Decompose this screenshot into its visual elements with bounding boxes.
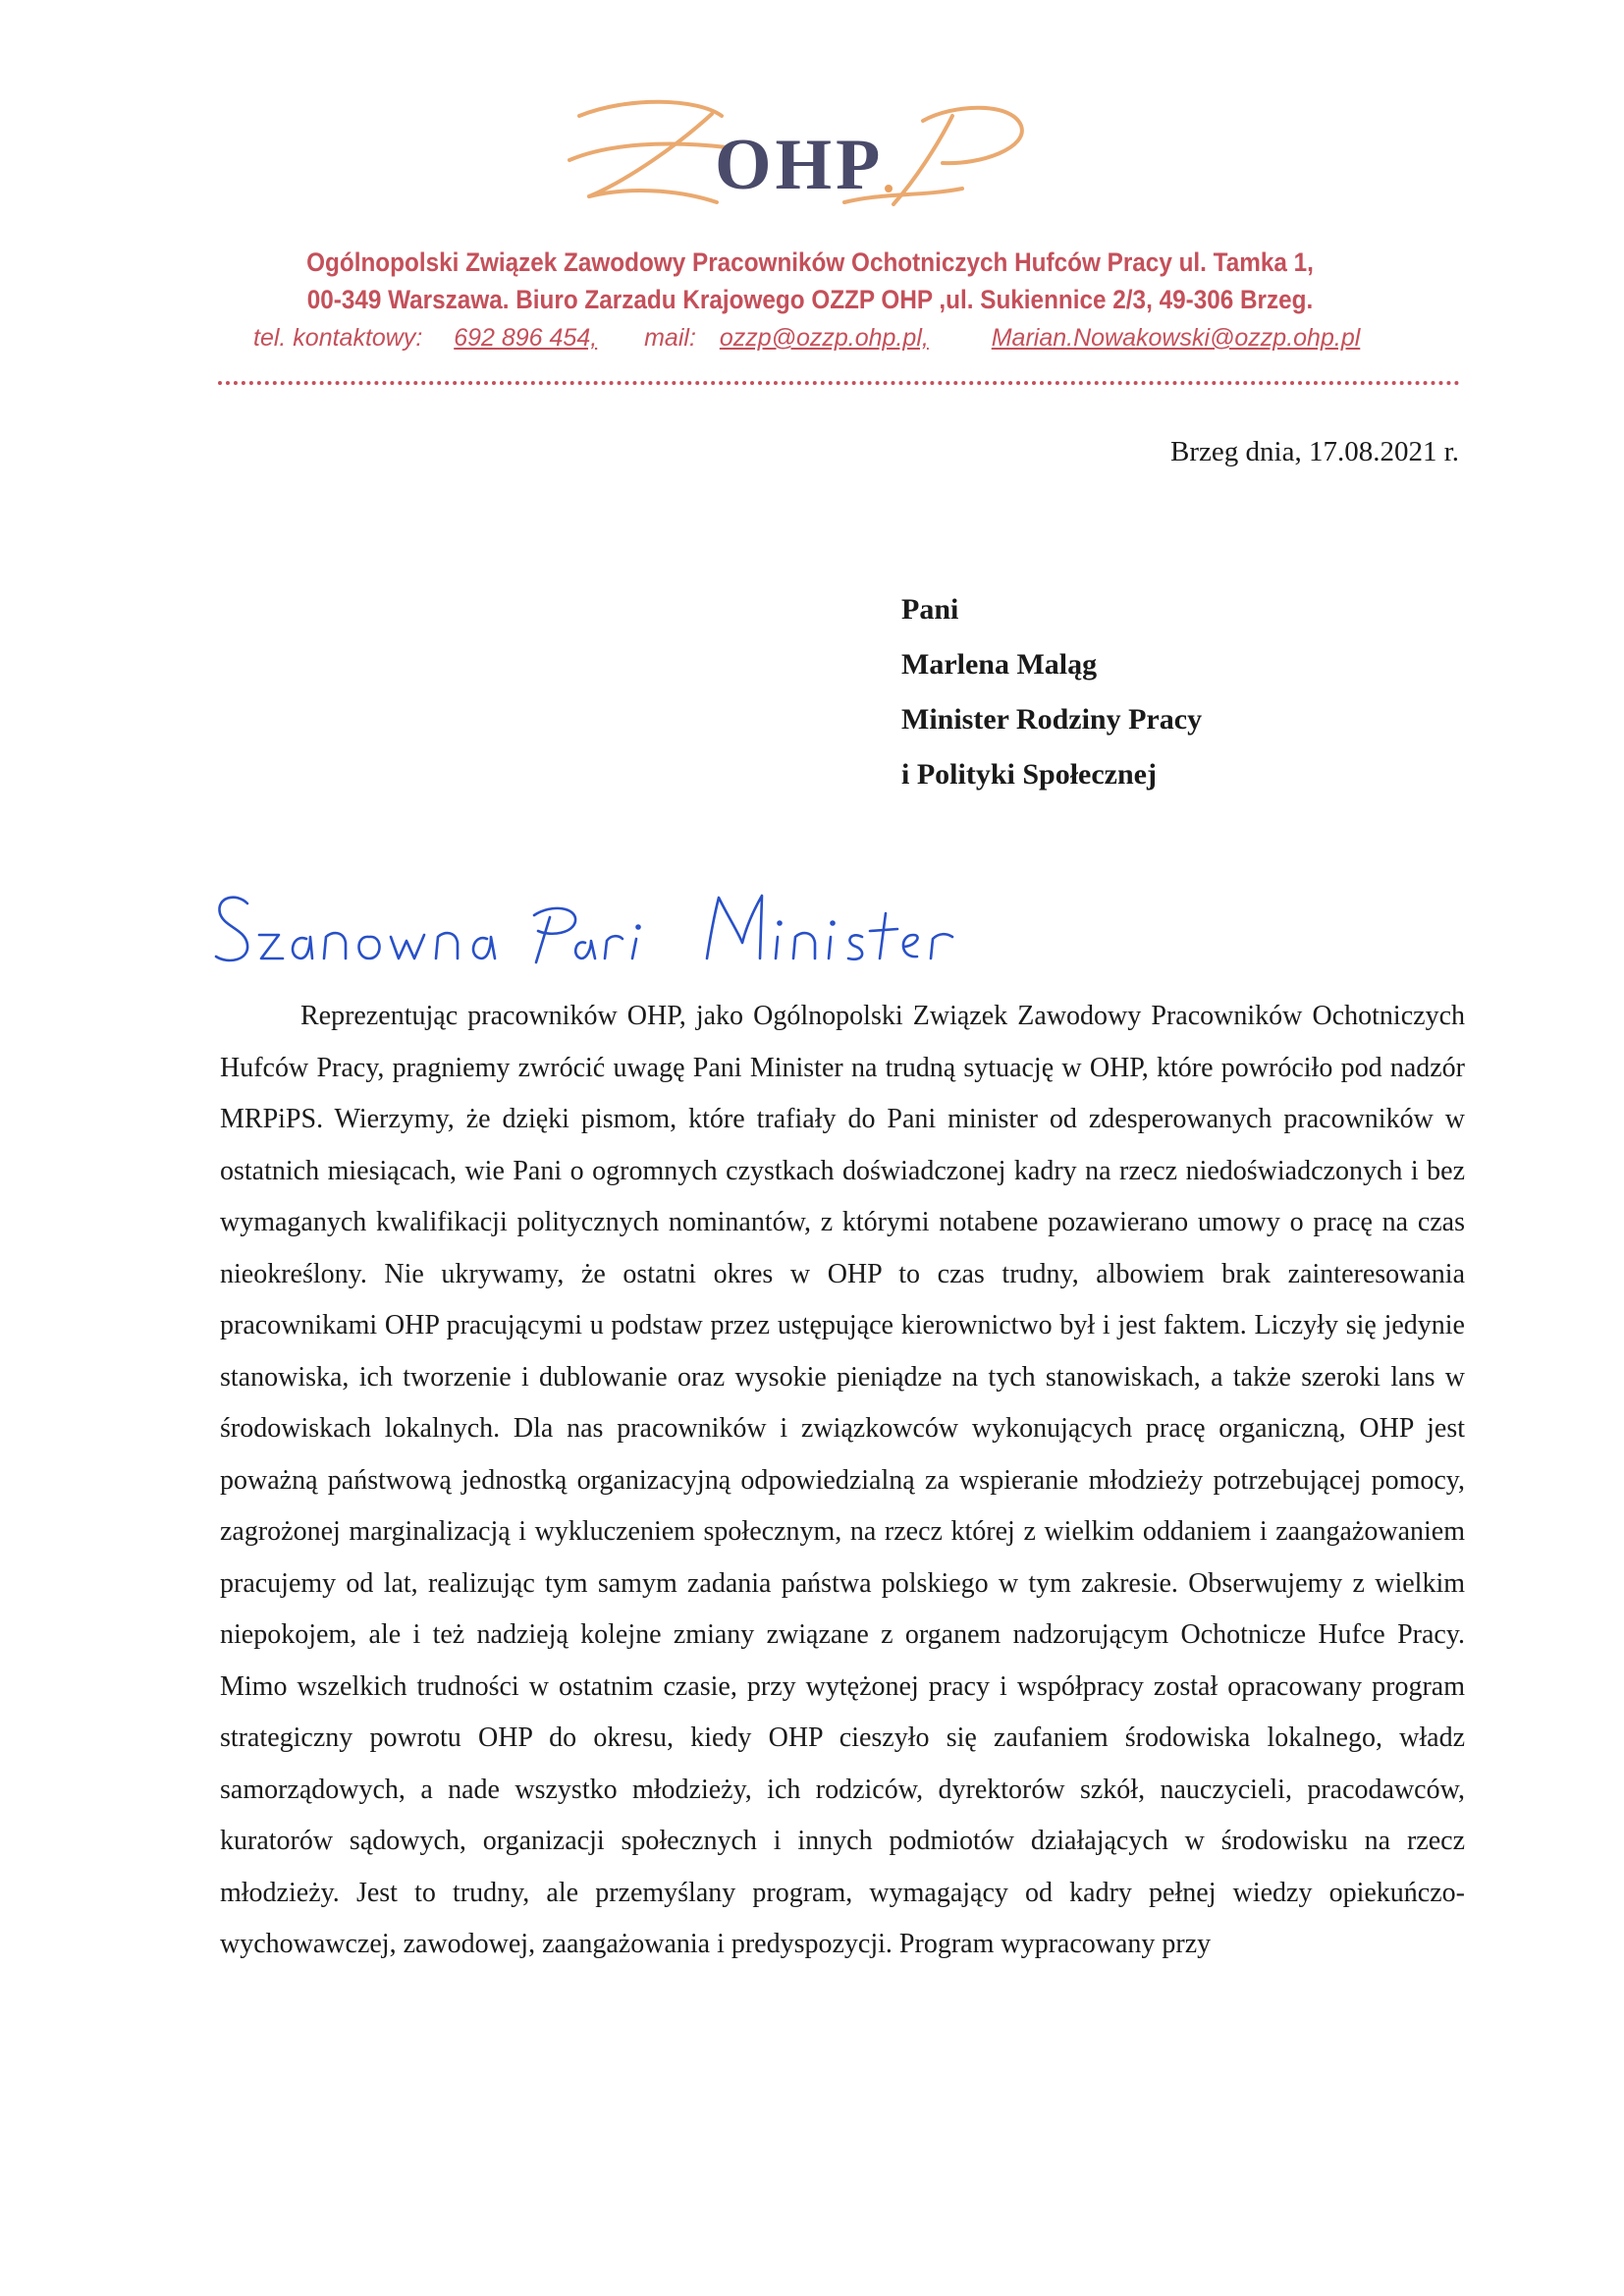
letterhead-line-1: Ogólnopolski Związek Zawodowy Pracowników Ochotniczych Hufców Pracy ul. Tamka 1, — [306, 247, 1314, 277]
email-link-secondary[interactable]: Marian.Nowakowski@ozzp.ohp.pl — [991, 324, 1361, 352]
phone-number: 692 896 454, — [454, 324, 598, 352]
recipient-position: Minister Rodziny Pracy — [901, 703, 1203, 736]
ozzp-ohp-logo — [550, 86, 1041, 214]
logo-graphic — [550, 86, 1041, 214]
mail-label: mail: — [644, 324, 696, 352]
email-link-primary[interactable]: ozzp@ozzp.ohp.pl, — [719, 324, 929, 352]
letterhead — [196, 244, 1424, 318]
contact-line — [253, 321, 1432, 355]
recipient-position-cont: i Polityki Społecznej — [901, 758, 1157, 791]
svg-text:OHP: OHP — [715, 125, 885, 205]
recipient-name: Marlena Maląg — [901, 648, 1098, 681]
letterhead-divider — [218, 381, 1460, 385]
handwritten-salutation — [208, 874, 1013, 972]
letter-date: Brzeg dnia, 17.08.2021 r. — [1170, 436, 1459, 467]
salutation-handwriting — [208, 874, 1013, 972]
letterhead-line-2: 00-349 Warszawa. Biuro Zarzadu Krajowego OZZP OHP ,ul. Sukiennice 2/3, 49-306 Brzeg. — [306, 285, 1314, 314]
letter-body-paragraph: Reprezentując pracowników OHP, jako Ogólnopolski Związek Zawodowy Pracowników Ochotniczych Hufców Pracy, pragniemy zwrócić uwagę Pani Minister na trudną sytuację w OHP, które powróciło pod nadzór MRPiPS. Wierzymy, że dzięki pismom, które trafiały do Pani minister od zdesperowanych pracowników w ostatnich miesiącach, wie Pani o ogromnych czystkach doświadczonej kadry na rzecz niedoświadczonych i bez wymaganych kwalifikacji politycznych nominantów, z którymi notabene pozawierano umowy o pracę na czas nieokreślony. Nie ukrywamy, że ostatni okres w OHP to czas trudny, albowiem brak zainteresowania pracownikami OHP pracującymi u podstaw przez ustępujące kierownictwo był i jest faktem. Liczyły się jedynie stanowiska, ich tworzenie i dublowanie oraz wysokie pieniądze na tych stanowiskach, a także szeroki lans w środowiskach lokalnych. Dla nas pracowników i związkowców wykonujących pracę organiczną, OHP jest poważną państwową jednostką organizacyjną odpowiedzialną za wspieranie młodzieży potrzebującej pomocy, zagrożonej marginalizacją i wykluczeniem społecznym, na rzecz której z wielkim oddaniem i zaangażowaniem pracujemy od lat, realizując tym samym zadania państwa polskiego w tym zakresie. Obserwujemy z wielkim niepokojem, ale i też nadzieją kolejne zmiany związane z organem nadzorującym Ochotnicze Hufce Pracy. Mimo wszelkich trudności w ostatnim czasie, przy wytężonej pracy i współpracy został opracowany program strategiczny powrotu OHP do okresu, kiedy OHP cieszyło się zaufaniem środowiska lokalnego, władz samorządowych, a nade wszystko młodzieży, ich rodziców, dyrektorów szkół, nauczycieli, pracodawców, kuratorów sądowych, organizacji społecznych i innych podmiotów działających w środowisku na rzecz młodzieży. Jest to trudny, ale przemyślany program, wymagający od kadry pełnej wiedzy opiekuńczo-wychowawczej, zawodowej, zaangażowania i predyspozycji. Program wypracowany przy — [220, 1001, 1465, 1959]
recipient-title: Pani — [901, 593, 959, 626]
phone-label: tel. kontaktowy: — [253, 324, 423, 352]
recipient-block — [901, 582, 1202, 802]
